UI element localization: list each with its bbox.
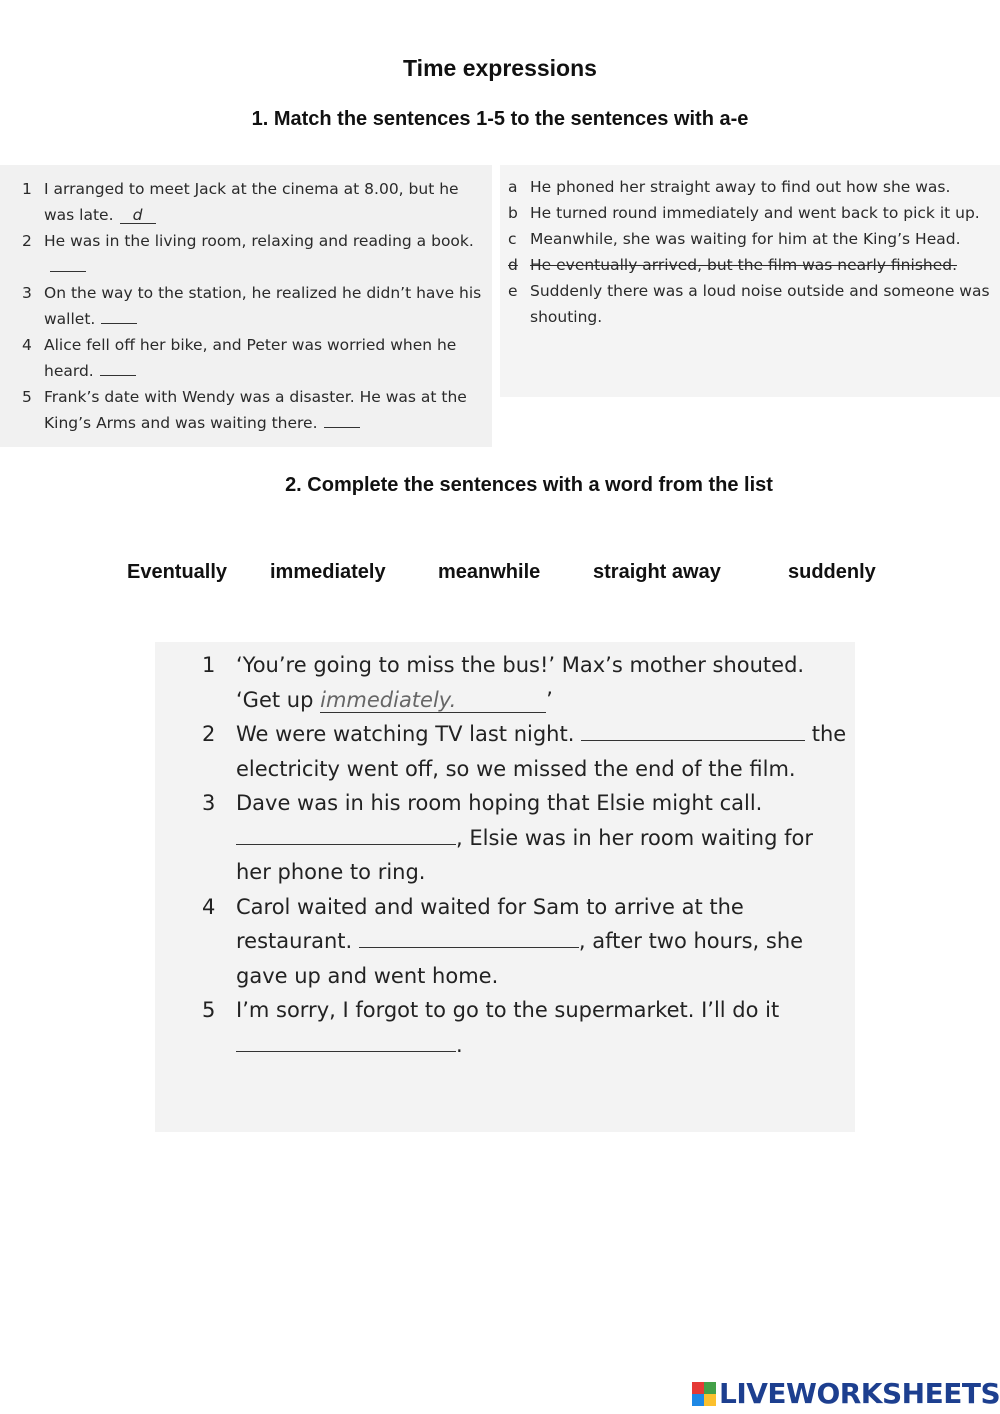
- item-number: 5: [22, 388, 32, 406]
- item-text: He was in the living room, relaxing and reading a book.: [44, 232, 474, 250]
- item-text: ‘You’re going to miss the bus!’ Max’s mother shouted. ‘Get up: [236, 653, 805, 712]
- answer-blank[interactable]: [100, 359, 136, 376]
- word-list-item: immediately: [270, 561, 386, 583]
- item-text-after: ’: [546, 687, 553, 712]
- item-text: Dave was in his room hoping that Elsie might call.: [236, 791, 763, 815]
- option-letter: d: [508, 256, 518, 274]
- item-text-after: .: [456, 1032, 463, 1057]
- fill-item-3: [202, 786, 852, 890]
- item-number: 3: [202, 791, 216, 815]
- fill-item-2: [202, 717, 852, 786]
- fill-item-5: [202, 993, 852, 1062]
- page-title: Time expressions: [403, 55, 597, 81]
- item-text-after: , Elsie was in her room waiting for her phone to ring.: [236, 825, 813, 884]
- word-list-item: Eventually: [127, 561, 228, 583]
- word-list-item: meanwhile: [438, 561, 541, 583]
- fill-item-1: [202, 648, 852, 717]
- answer-blank[interactable]: [50, 255, 86, 272]
- item-text: I’m sorry, I forgot to go to the supermarket. I’ll do it: [236, 998, 780, 1022]
- match-item-3: [22, 280, 487, 332]
- option-letter: a: [508, 178, 518, 196]
- item-number: 4: [22, 336, 32, 354]
- exercise1-heading: 1. Match the sentences 1-5 to the sentences with a-e: [251, 108, 749, 130]
- word-list-item: suddenly: [788, 561, 876, 583]
- item-number: 2: [22, 232, 32, 250]
- option-text: He turned round immediately and went back to pick it up.: [530, 204, 980, 222]
- exercise1-right-list: [508, 174, 1000, 330]
- option-text: Meanwhile, she was waiting for him at the King’s Head.: [530, 230, 961, 248]
- item-text: Carol waited and waited for Sam to arrive at the restaurant.: [236, 894, 744, 953]
- item-text: Frank’s date with Wendy was a disaster. He was at the King’s Arms and was waiting there.: [44, 388, 467, 432]
- fill-item-4: [202, 890, 852, 994]
- item-text: We were watching TV last night.: [236, 722, 575, 746]
- item-number: 1: [202, 653, 216, 677]
- option-letter: b: [508, 204, 518, 222]
- option-text: He phoned her straight away to find out how she was.: [530, 178, 951, 196]
- answer-blank[interactable]: [581, 720, 805, 741]
- option-letter: e: [508, 282, 518, 300]
- logo-text: LIVEWORKSHEETS: [719, 1377, 1000, 1410]
- item-number: 4: [202, 894, 216, 919]
- match-item-2: [22, 228, 487, 280]
- exercise2-list: [202, 648, 852, 1062]
- item-text: Alice fell off her bike, and Peter was worried when he heard.: [44, 336, 457, 380]
- option-a: [508, 174, 1000, 200]
- option-b: [508, 200, 1000, 226]
- option-text: He eventually arrived, but the film was nearly finished.: [530, 256, 958, 274]
- answer-blank[interactable]: [101, 307, 137, 324]
- answer-blank[interactable]: [236, 824, 456, 845]
- answer-blank[interactable]: [236, 1031, 456, 1052]
- item-number: 2: [202, 722, 216, 746]
- word-list-item: straight away: [593, 561, 721, 583]
- option-c: [508, 226, 1000, 252]
- match-item-4: [22, 332, 487, 384]
- answer-blank[interactable]: immediately.: [320, 688, 546, 713]
- exercise1-left-list: [22, 176, 487, 436]
- logo-mark-icon: [692, 1382, 716, 1406]
- option-e: [508, 278, 1000, 330]
- answer-blank[interactable]: [359, 927, 579, 948]
- liveworksheets-logo: [692, 1377, 1000, 1410]
- exercise2-heading: 2. Complete the sentences with a word from the list: [285, 474, 773, 496]
- item-number: 5: [202, 998, 216, 1022]
- option-letter: c: [508, 230, 517, 248]
- match-item-5: [22, 384, 487, 436]
- answer-blank[interactable]: [324, 411, 360, 428]
- option-text: Suddenly there was a loud noise outside and someone was shouting.: [530, 282, 990, 326]
- item-text-after: the electricity went off, so we missed the end of the film.: [236, 722, 847, 781]
- item-text: I arranged to meet Jack at the cinema at 8.00, but he was late.: [44, 180, 459, 224]
- match-item-1: [22, 176, 487, 228]
- item-text: On the way to the station, he realized he didn’t have his wallet.: [44, 284, 482, 328]
- answer-blank[interactable]: d: [120, 207, 156, 224]
- item-number: 1: [22, 180, 32, 198]
- item-text-after: , after two hours, she gave up and went home.: [236, 929, 804, 988]
- item-number: 3: [22, 284, 32, 302]
- option-d: [508, 252, 1000, 278]
